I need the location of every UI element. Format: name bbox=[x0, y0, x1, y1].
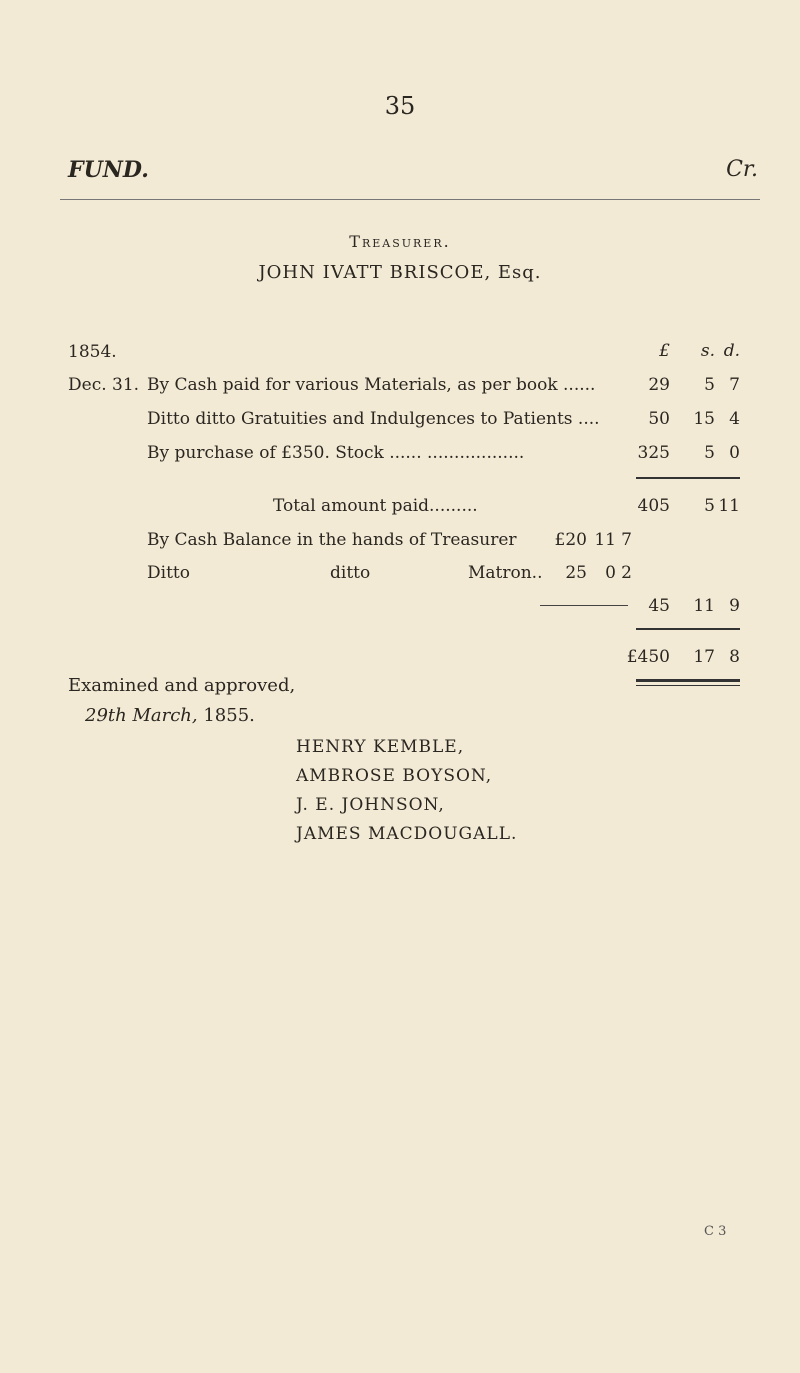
grand-total-shillings: 17 bbox=[693, 647, 715, 667]
balance-total-shillings: 11 bbox=[693, 596, 715, 616]
header-credit: Cr. bbox=[726, 157, 758, 182]
subtotal-rule bbox=[636, 477, 740, 479]
footer-signature-mark: C 3 bbox=[704, 1224, 727, 1239]
entry-pence: 0 bbox=[729, 443, 740, 463]
balance-treasurer-label: By Cash Balance in the hands of Treasurer bbox=[147, 530, 517, 550]
grand-total-pounds: £450 bbox=[626, 647, 670, 667]
year: 1854. bbox=[68, 342, 117, 362]
pounds-header: £ bbox=[659, 341, 670, 361]
signatory: HENRY KEMBLE, bbox=[296, 737, 465, 757]
entry-shillings: 5 bbox=[704, 443, 715, 463]
balance-matron-shillings: 0 bbox=[605, 563, 616, 583]
header-fund: FUND. bbox=[68, 157, 149, 183]
entry-pence: 4 bbox=[729, 409, 740, 429]
signatory: JAMES MACDOUGALL. bbox=[296, 824, 518, 844]
balance-treasurer-pence: 7 bbox=[621, 530, 632, 550]
entry-description: By Cash paid for various Materials, as per book ...... bbox=[147, 375, 596, 395]
balance-dash bbox=[540, 605, 628, 606]
balance-total-pounds: 45 bbox=[648, 596, 670, 616]
page-number: 35 bbox=[384, 92, 416, 120]
approval-line: Examined and approved, bbox=[68, 675, 296, 696]
double-rule-top bbox=[636, 679, 740, 682]
shillings-header: s. bbox=[700, 341, 715, 361]
balance-matron-pounds: 25 bbox=[565, 563, 587, 583]
header-rule bbox=[60, 199, 760, 200]
entry-pounds: 29 bbox=[648, 375, 670, 395]
grand-total-rule bbox=[636, 628, 740, 630]
entry-shillings: 15 bbox=[693, 409, 715, 429]
entry-description: By purchase of £350. Stock ...... .................. bbox=[147, 443, 525, 463]
approval-date bbox=[85, 705, 255, 726]
grand-total-pence: 8 bbox=[729, 647, 740, 667]
approval-year: 1855. bbox=[203, 705, 255, 726]
entry-description: Ditto ditto Gratuities and Indulgences to Patients .... bbox=[147, 409, 600, 429]
total-paid-pounds: 405 bbox=[637, 496, 670, 516]
balance-matron-ditto2: ditto bbox=[330, 563, 371, 583]
total-paid-shillings: 5 bbox=[704, 496, 715, 516]
entry-shillings: 5 bbox=[704, 375, 715, 395]
signatory: J. E. JOHNSON, bbox=[296, 795, 445, 815]
pence-header: d. bbox=[723, 341, 740, 361]
treasurer-name: JOHN IVATT BRISCOE, Esq. bbox=[258, 262, 542, 283]
double-rule-bottom bbox=[636, 685, 740, 686]
balance-treasurer-shillings: 11 bbox=[594, 530, 616, 550]
entry-pounds: 50 bbox=[648, 409, 670, 429]
entry-pounds: 325 bbox=[637, 443, 670, 463]
balance-treasurer-pounds: £20 bbox=[554, 530, 587, 550]
balance-matron-ditto: Ditto bbox=[147, 563, 190, 583]
total-paid-pence: 11 bbox=[718, 496, 740, 516]
balance-matron-pence: 2 bbox=[621, 563, 632, 583]
total-paid-label: Total amount paid......... bbox=[273, 496, 478, 516]
entry-pence: 7 bbox=[729, 375, 740, 395]
approval-date-italic: 29th March, bbox=[85, 705, 198, 726]
section-title: Treasurer. bbox=[349, 232, 451, 251]
balance-total-pence: 9 bbox=[729, 596, 740, 616]
entry-date: Dec. 31. bbox=[68, 375, 140, 395]
balance-matron-label: Matron.. bbox=[468, 563, 543, 583]
signatory: AMBROSE BOYSON, bbox=[296, 766, 493, 786]
